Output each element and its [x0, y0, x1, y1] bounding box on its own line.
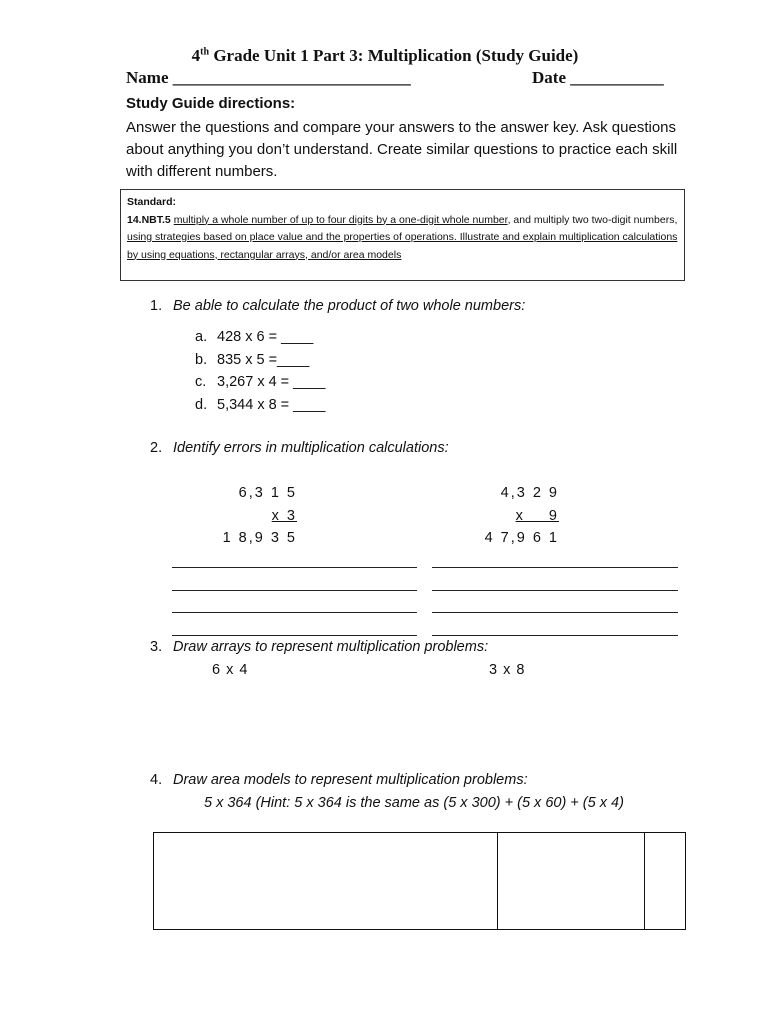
standard-label: Standard:	[127, 196, 177, 208]
question-number: 3.	[150, 639, 163, 655]
name-field[interactable]: Name ____________________________	[126, 68, 411, 87]
answer-line[interactable]	[432, 635, 678, 636]
question-number: 4.	[150, 772, 163, 788]
question-number: 2.	[150, 440, 163, 456]
question-text: Draw area models to represent multiplication problems:	[173, 772, 528, 788]
question-text: Be able to calculate the product of two whole numbers:	[173, 298, 526, 314]
date-field[interactable]: Date ___________	[532, 68, 664, 87]
answer-line[interactable]	[432, 590, 678, 591]
answer-line[interactable]	[172, 567, 417, 568]
answer-line[interactable]	[172, 635, 417, 636]
area-model-divider	[644, 833, 645, 929]
array-problem-left: 6 x 4	[212, 662, 249, 678]
directions-heading: Study Guide directions:	[126, 95, 296, 112]
question-text: Draw arrays to represent multiplication problems:	[173, 639, 489, 655]
calc-right-multiplier: x 9	[515, 508, 559, 524]
standard-code: 14.NBT.5	[127, 213, 171, 226]
answer-line[interactable]	[432, 567, 678, 568]
calc-left-multiplier: x 3	[271, 508, 297, 524]
calc-right-result: 4 7,9 6 1	[484, 530, 559, 546]
question-number: 1.	[150, 298, 163, 314]
question-text: Identify errors in multiplication calculations:	[173, 440, 449, 456]
answer-line[interactable]	[172, 612, 417, 613]
calc-right-top: 4,3 2 9	[500, 485, 559, 501]
standard-part3: using strategies based on place value and the properties of operations. Illustrate and explain multiplication calculations by using equations, rectangular arrays, and/or area models	[127, 231, 678, 261]
array-problem-right: 3 x 8	[489, 662, 526, 678]
standard-part1: multiply a whole number of up to four digits by a one-digit whole number	[173, 213, 508, 226]
directions-text: Answer the questions and compare your answers to the answer key. Ask questions about anything you don’t understand. Create similar questions to practice each skill with different numbers.	[126, 119, 678, 180]
calc-left-top: 6,3 1 5	[238, 485, 297, 501]
standard-part2: , and multiply two two-digit numbers,	[507, 213, 678, 226]
area-model-box[interactable]	[153, 832, 686, 930]
answer-line[interactable]	[432, 612, 678, 613]
calc-left-result: 1 8,9 3 5	[222, 530, 297, 546]
standard-box	[120, 189, 685, 281]
answer-line[interactable]	[172, 590, 417, 591]
area-model-divider	[497, 833, 498, 929]
page-title: 4th Grade Unit 1 Part 3: Multiplication (Study Guide)	[191, 46, 579, 65]
area-model-hint: 5 x 364 (Hint: 5 x 364 is the same as (5 x 300) + (5 x 60) + (5 x 4)	[204, 795, 624, 811]
